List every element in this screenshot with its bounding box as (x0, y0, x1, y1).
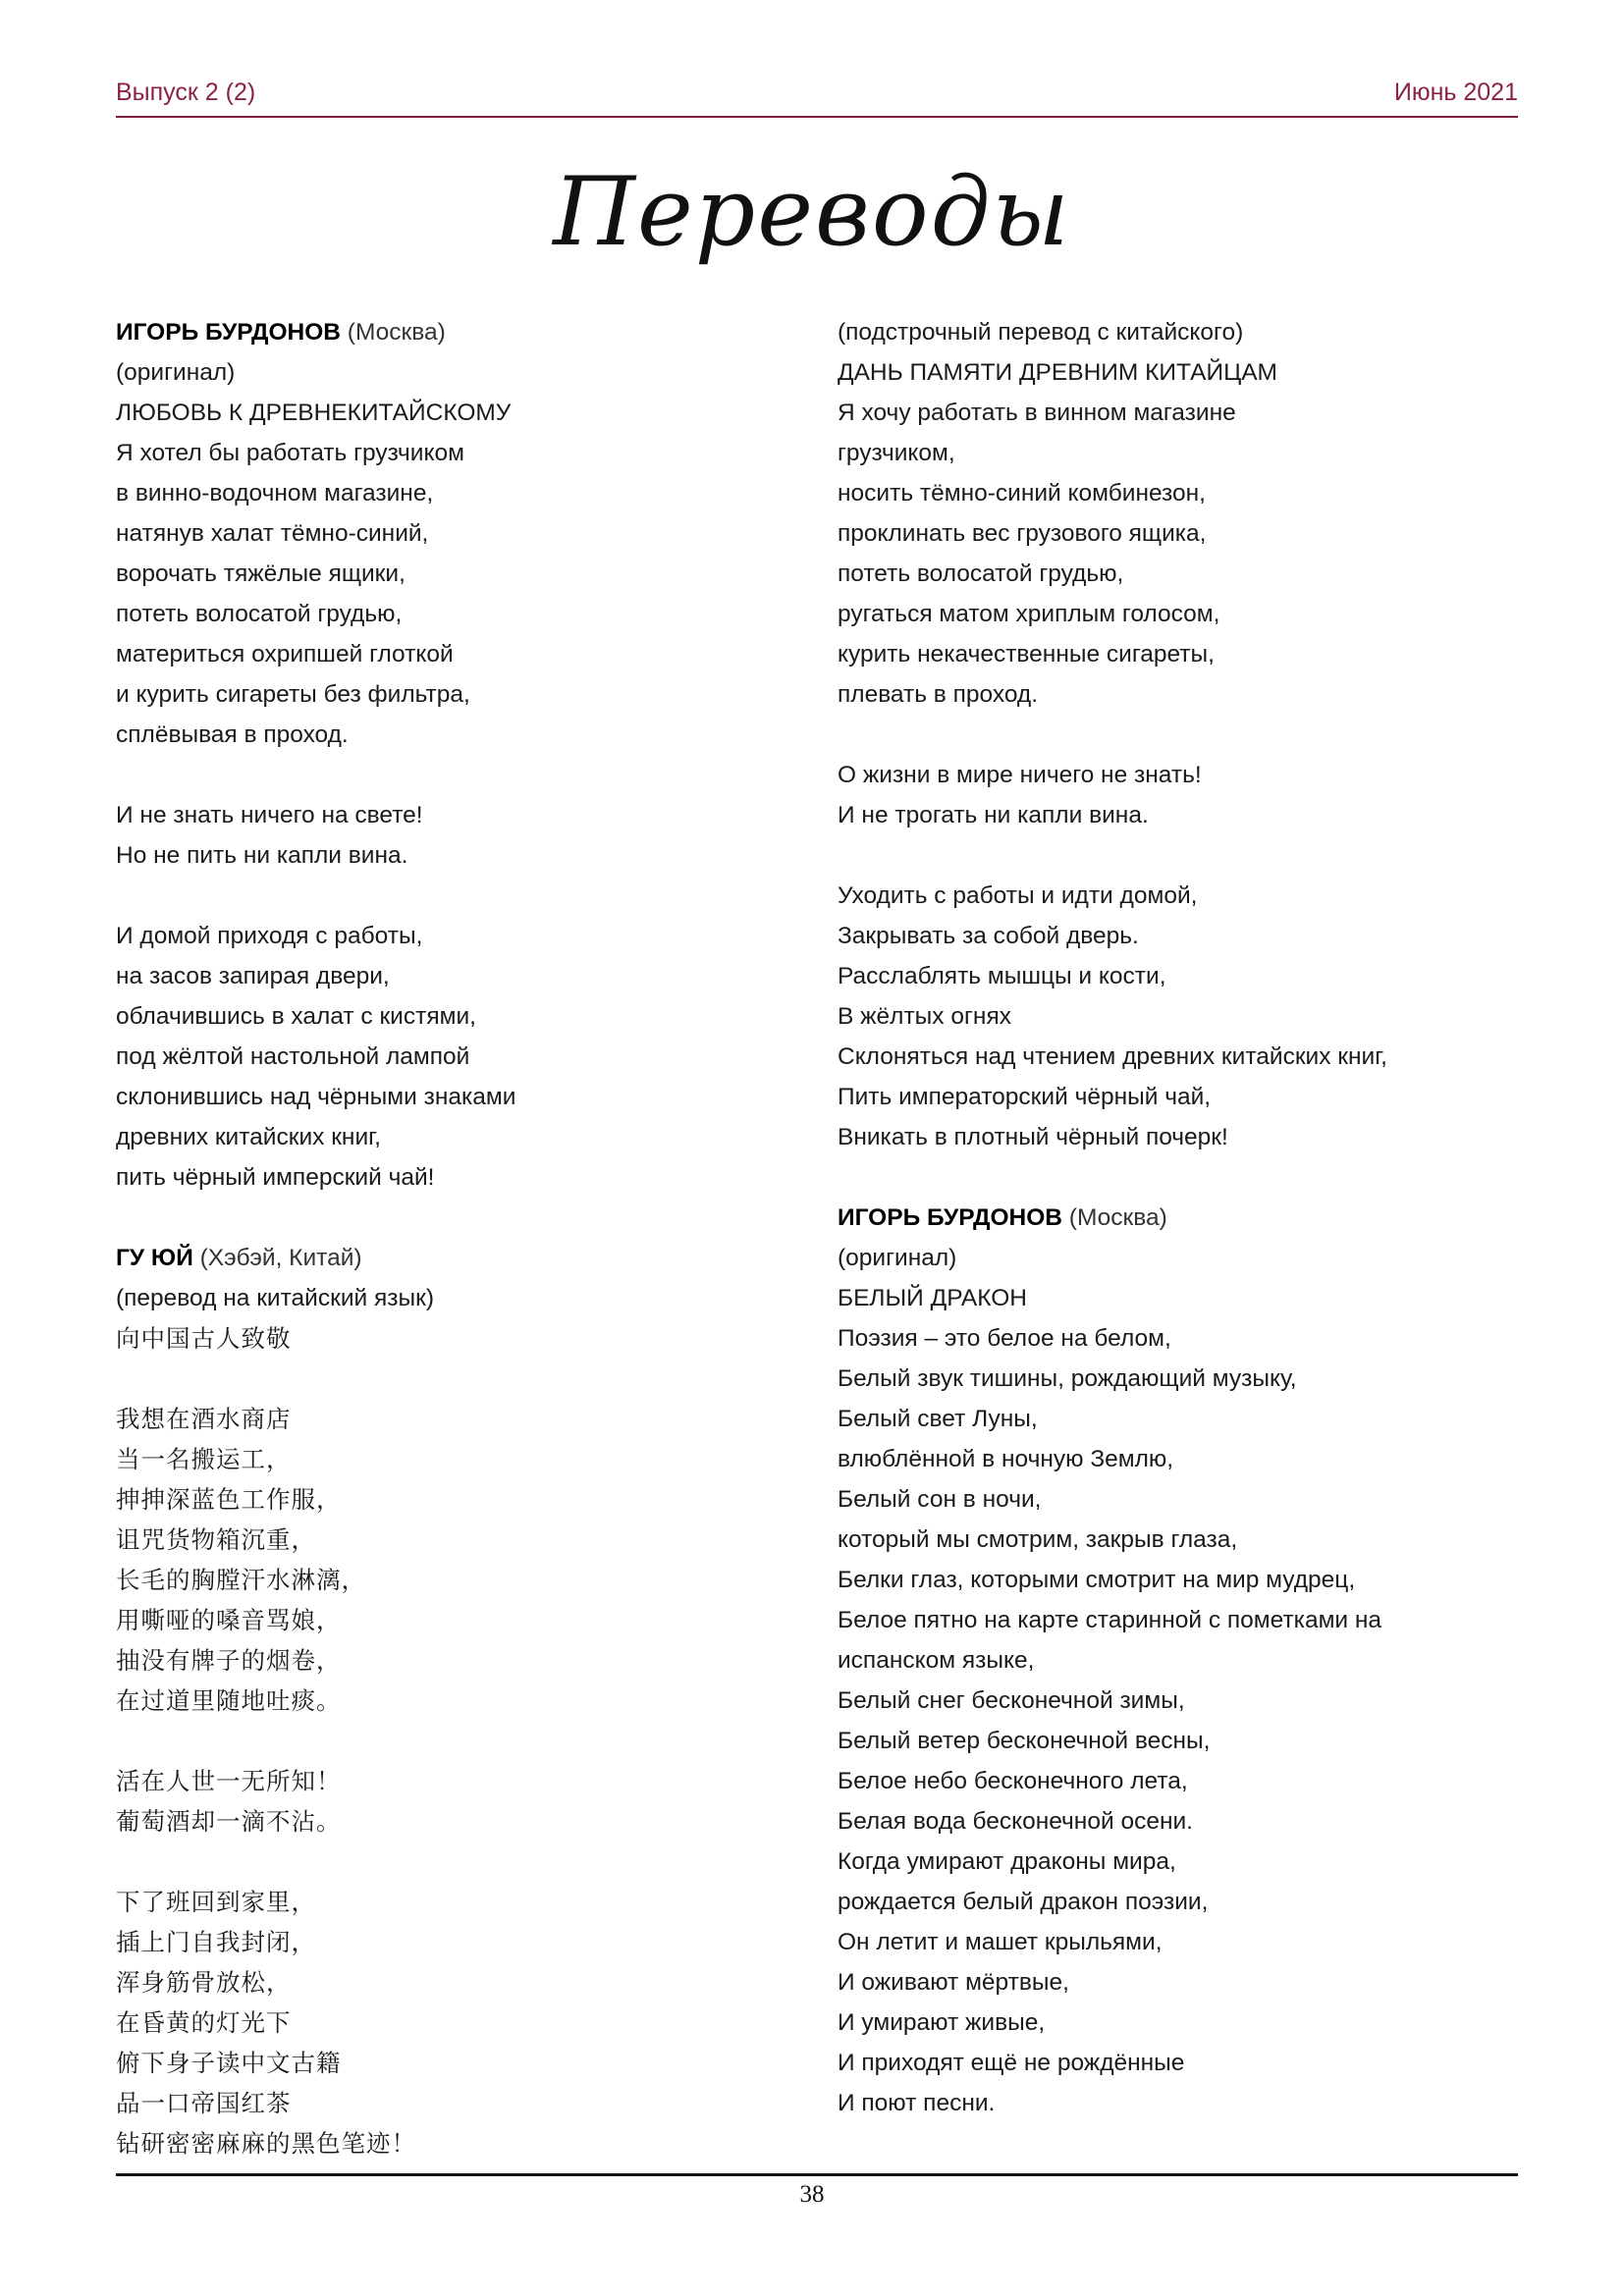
verse-line: (перевод на китайский язык) (116, 1285, 434, 1311)
stanza-gap (838, 835, 1525, 876)
chinese-verse-line: 插上门自我封闭， (116, 1928, 316, 1956)
stanza-gap (116, 1359, 803, 1399)
verse-line: сплёвывая в проход. (116, 721, 349, 748)
verse-line: под жёлтой настольной лампой (116, 1043, 470, 1070)
page-title: Переводы (553, 157, 1071, 267)
chinese-verse-line: 俯下身子读中文古籍 (116, 2049, 342, 2077)
chinese-verse-line: 用嘶哑的嗓音骂娘， (116, 1606, 342, 1634)
stanza-gap (116, 755, 803, 795)
verse-line: (оригинал) (116, 359, 236, 386)
page-number: 38 (799, 2181, 825, 2208)
author-location: (Москва) (1068, 1204, 1167, 1231)
verse-line: и курить сигареты без фильтра, (116, 681, 470, 708)
verse-line: В жёлтых огнях (838, 1003, 1011, 1030)
verse-line: Белая вода бесконечной осени. (838, 1808, 1193, 1835)
left-column (116, 312, 803, 2163)
verse-line: И не знать ничего на свете! (116, 802, 423, 828)
verse-line: Вникать в плотный чёрный почерк! (838, 1124, 1228, 1150)
verse-line: носить тёмно-синий комбинезон, (838, 480, 1206, 507)
verse-line: плевать в проход. (838, 681, 1039, 708)
verse-line: курить некачественные сигареты, (838, 641, 1215, 667)
author-line (116, 1238, 803, 1278)
verse-line: И домой приходя с работы, (116, 923, 423, 949)
verse-line: ЛЮБОВЬ К ДРЕВНЕКИТАЙСКОМУ (116, 400, 512, 426)
chinese-verse-line: 抽没有牌子的烟卷， (116, 1646, 342, 1675)
verse-line: И умирают живые, (838, 2009, 1046, 2036)
verse-line: Когда умирают драконы мира, (838, 1848, 1176, 1875)
stanza-gap (838, 1157, 1525, 1198)
author-name: ИГОРЬ БУРДОНОВ (838, 1204, 1062, 1231)
chinese-verse-line: 钻研密密麻麻的黑色笔迹！ (116, 2129, 416, 2158)
verse-line: в винно-водочном магазине, (116, 480, 434, 507)
verse-line: рождается белый дракон поэзии, (838, 1889, 1209, 1915)
verse-line: БЕЛЫЙ ДРАКОН (838, 1285, 1027, 1311)
author-location: (Хэбэй, Китай) (199, 1245, 362, 1271)
chinese-verse-line: 在过道里随地吐痰。 (116, 1686, 342, 1715)
chinese-verse-line: 在昏黄的灯光下 (116, 2008, 292, 2037)
verse-line: Поэзия – это белое на белом, (838, 1325, 1171, 1352)
verse-line: И оживают мёртвые, (838, 1969, 1069, 1996)
stanza-gap (838, 715, 1525, 755)
right-column (838, 312, 1525, 2123)
verse-line: Белый сон в ночи, (838, 1486, 1042, 1513)
verse-line: Белый свет Луны, (838, 1406, 1038, 1432)
verse-line: Уходить с работы и идти домой, (838, 882, 1198, 909)
verse-line: потеть волосатой грудью, (838, 561, 1124, 587)
verse-line: грузчиком, (838, 440, 955, 466)
verse-line: Пить императорский чёрный чай, (838, 1084, 1212, 1110)
verse-line: потеть волосатой грудью, (116, 601, 403, 627)
chinese-verse-line: 下了班回到家里， (116, 1888, 316, 1916)
verse-line: ДАНЬ ПАМЯТИ ДРЕВНИМ КИТАЙЦАМ (838, 359, 1277, 386)
issue-date: Июнь 2021 (1393, 79, 1518, 106)
author-line (116, 312, 803, 352)
author-name: ГУ ЮЙ (116, 1245, 193, 1271)
stanza-gap (116, 1842, 803, 1882)
chinese-verse-line: 抻抻深蓝色工作服， (116, 1485, 342, 1514)
verse-line: И не трогать ни капли вина. (838, 802, 1149, 828)
verse-line: облачившись в халат с кистями, (116, 1003, 476, 1030)
chinese-verse-line: 我想在酒水商店 (116, 1405, 292, 1433)
chinese-verse-line: 向中国古人致敬 (116, 1324, 292, 1353)
verse-line: ворочать тяжёлые ящики, (116, 561, 406, 587)
verse-line: Белый ветер бесконечной весны, (838, 1728, 1211, 1754)
footer-divider (116, 2173, 1518, 2176)
verse-line: Белки глаз, которыми смотрит на мир мудрец, (838, 1567, 1356, 1593)
author-name: ИГОРЬ БУРДОНОВ (116, 319, 341, 346)
verse-line: И приходят ещё не рождённые (838, 2050, 1185, 2076)
chinese-verse-line: 诅咒货物箱沉重， (116, 1525, 316, 1554)
verse-line: Белый снег бесконечной зимы, (838, 1687, 1185, 1714)
issue-label: Выпуск 2 (2) (116, 79, 256, 106)
verse-line: Склоняться над чтением древних китайских книг, (838, 1043, 1387, 1070)
chinese-verse-line: 活在人世一无所知！ (116, 1767, 342, 1795)
verse-line: ругаться матом хриплым голосом, (838, 601, 1220, 627)
verse-line: натянув халат тёмно-синий, (116, 520, 429, 547)
verse-line: проклинать вес грузового ящика, (838, 520, 1207, 547)
verse-line: (подстрочный перевод с китайского) (838, 319, 1244, 346)
verse-line: Я хотел бы работать грузчиком (116, 440, 464, 466)
verse-line: Он летит и машет крыльями, (838, 1929, 1163, 1955)
chinese-verse-line: 浑身筋骨放松， (116, 1968, 292, 1997)
verse-line: который мы смотрим, закрыв глаза, (838, 1526, 1238, 1553)
page-header (116, 77, 1518, 118)
verse-line: (оригинал) (838, 1245, 957, 1271)
verse-line: склонившись над чёрными знаками (116, 1084, 516, 1110)
verse-line: О жизни в мире ничего не знать! (838, 762, 1202, 788)
verse-line: Я хочу работать в винном магазине (838, 400, 1236, 426)
stanza-gap (116, 876, 803, 916)
verse-line: И поют песни. (838, 2090, 996, 2116)
chinese-verse-line: 长毛的胸膛汗水淋漓， (116, 1566, 366, 1594)
verse-line: материться охрипшей глоткой (116, 641, 454, 667)
verse-line: Но не пить ни капли вина. (116, 842, 408, 869)
stanza-gap (116, 1198, 803, 1238)
stanza-gap (116, 1721, 803, 1761)
chinese-verse-line: 当一名搬运工， (116, 1445, 292, 1473)
verse-line: испанском языке, (838, 1647, 1035, 1674)
verse-line: пить чёрный имперский чай! (116, 1164, 435, 1191)
verse-line: на засов запирая двери, (116, 963, 390, 989)
verse-line: Белое небо бесконечного лета, (838, 1768, 1188, 1794)
verse-line: Расслаблять мышцы и кости, (838, 963, 1166, 989)
verse-line: Белый звук тишины, рождающий музыку, (838, 1365, 1297, 1392)
chinese-verse-line: 品一口帝国红茶 (116, 2089, 292, 2117)
verse-line: Белое пятно на карте старинной с пометками на (838, 1607, 1382, 1633)
verse-line: влюблённой в ночную Землю, (838, 1446, 1174, 1472)
author-line (838, 1198, 1525, 1238)
verse-line: древних китайских книг, (116, 1124, 381, 1150)
verse-line: Закрывать за собой дверь. (838, 923, 1139, 949)
chinese-verse-line: 葡萄酒却一滴不沾。 (116, 1807, 342, 1836)
author-location: (Москва) (347, 319, 446, 346)
